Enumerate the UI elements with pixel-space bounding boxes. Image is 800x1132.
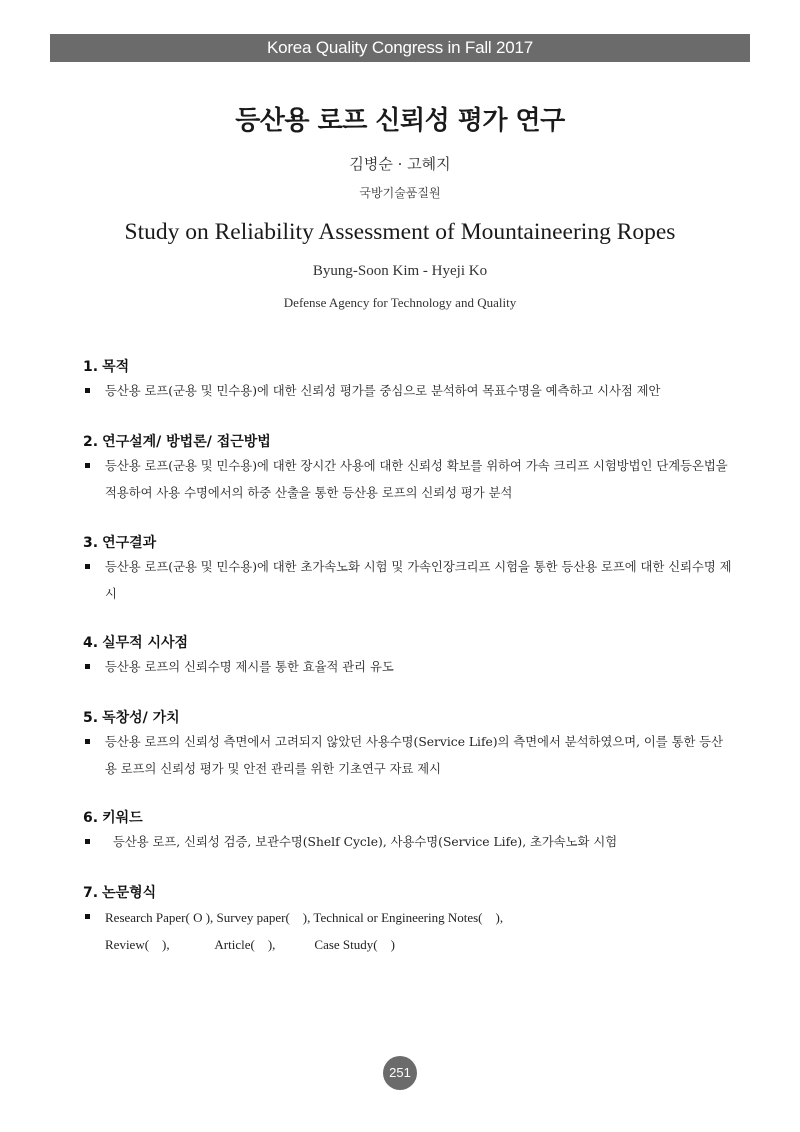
keywords-text: 등산용 로프, 신뢰성 검증, 보관수명(Shelf Cycle), 사용수명(Service Life), 초가속노화 시험 (113, 835, 618, 849)
page-number-badge (383, 1056, 417, 1090)
bullet-item (83, 829, 733, 856)
section-title: 연구결과 (102, 535, 157, 551)
section-title: 목적 (102, 359, 130, 375)
authors-korean: 김병순 · 고혜지 (349, 155, 451, 173)
section-heading (83, 807, 733, 829)
bullet-text: 등산용 로프(군용 및 민수용)에 대한 신뢰성 평가를 중심으로 분석하여 목표수명을 예측하고 시사점 제안 (105, 384, 661, 398)
section-originality (83, 707, 733, 783)
section-heading (83, 431, 733, 453)
section-research-design (83, 431, 733, 507)
square-bullet-icon (85, 839, 90, 844)
section-number: 3. (83, 535, 99, 551)
section-results (83, 532, 733, 608)
section-number: 7. (83, 885, 99, 901)
square-bullet-icon (85, 739, 90, 744)
section-purpose (83, 356, 733, 405)
section-practical-implications (83, 632, 733, 681)
bullet-text: 등산용 로프의 신뢰성 측면에서 고려되지 않았던 사용수명(Service Life)의 측면에서 분석하였으며, 이를 통한 등산용 로프의 신뢰성 평가 및 안전 관리를 위한 기초연구 자료 제시 (105, 735, 723, 776)
section-heading (83, 356, 733, 378)
page-number: 251 (389, 1065, 411, 1080)
conference-header-bar (50, 34, 750, 62)
conference-header-text: Korea Quality Congress in Fall 2017 (266, 38, 534, 57)
bullet-text: 등산용 로프의 신뢰수명 제시를 통한 효율적 관리 유도 (105, 660, 394, 674)
section-number: 1. (83, 359, 99, 375)
section-title: 연구설계/ 방법론/ 접근방법 (102, 434, 271, 450)
square-bullet-icon (85, 388, 90, 393)
section-title: 실무적 시사점 (102, 635, 189, 651)
bullet-text: 등산용 로프(군용 및 민수용)에 대한 장시간 사용에 대한 신뢰성 확보를 위하여 가속 크리프 시험방법인 단계등온법을 적용하여 사용 수명에서의 하중 산출을 통한 등산용 로프의 신뢰성 평가 분석 (105, 459, 728, 500)
section-number: 2. (83, 434, 99, 450)
affiliation-english: Defense Agency for Technology and Quality (283, 295, 517, 310)
bullet-text: 등산용 로프(군용 및 민수용)에 대한 초가속노화 시험 및 가속인장크리프 시험을 통한 등산용 로프에 대한 신뢰수명 제시 (105, 560, 732, 601)
authors-english: Byung-Soon Kim - Hyeji Ko (312, 263, 488, 279)
section-number: 5. (83, 710, 99, 726)
paper-title-korean: 등산용 로프 신뢰성 평가 연구 (235, 106, 565, 136)
square-bullet-icon (85, 564, 90, 569)
bullet-item (83, 378, 733, 405)
section-number: 6. (83, 810, 99, 826)
bullet-item (83, 654, 733, 681)
section-heading (83, 707, 733, 729)
bullet-item (83, 904, 733, 958)
square-bullet-icon (85, 664, 90, 669)
bullet-item (83, 729, 733, 783)
paper-type-line-2: Review( ), Article( ), Case Study( ) (105, 937, 395, 952)
section-heading (83, 632, 733, 654)
section-keywords (83, 807, 733, 856)
square-bullet-icon (85, 914, 90, 919)
section-title: 논문형식 (102, 885, 157, 901)
paper-type-line-1: Research Paper( O ), Survey paper( ), Technical or Engineering Notes( ), (105, 910, 504, 925)
bullet-item (83, 453, 733, 507)
square-bullet-icon (85, 463, 90, 468)
section-heading (83, 882, 733, 904)
section-heading (83, 532, 733, 554)
section-title: 독창성/ 가치 (102, 710, 180, 726)
section-paper-type (83, 882, 733, 958)
affiliation-korean: 국방기술품질원 (359, 186, 441, 200)
bullet-item (83, 554, 733, 608)
section-title: 키워드 (102, 810, 143, 826)
section-number: 4. (83, 635, 99, 651)
paper-title-english: Study on Reliability Assessment of Mountaineering Ropes (124, 219, 676, 245)
